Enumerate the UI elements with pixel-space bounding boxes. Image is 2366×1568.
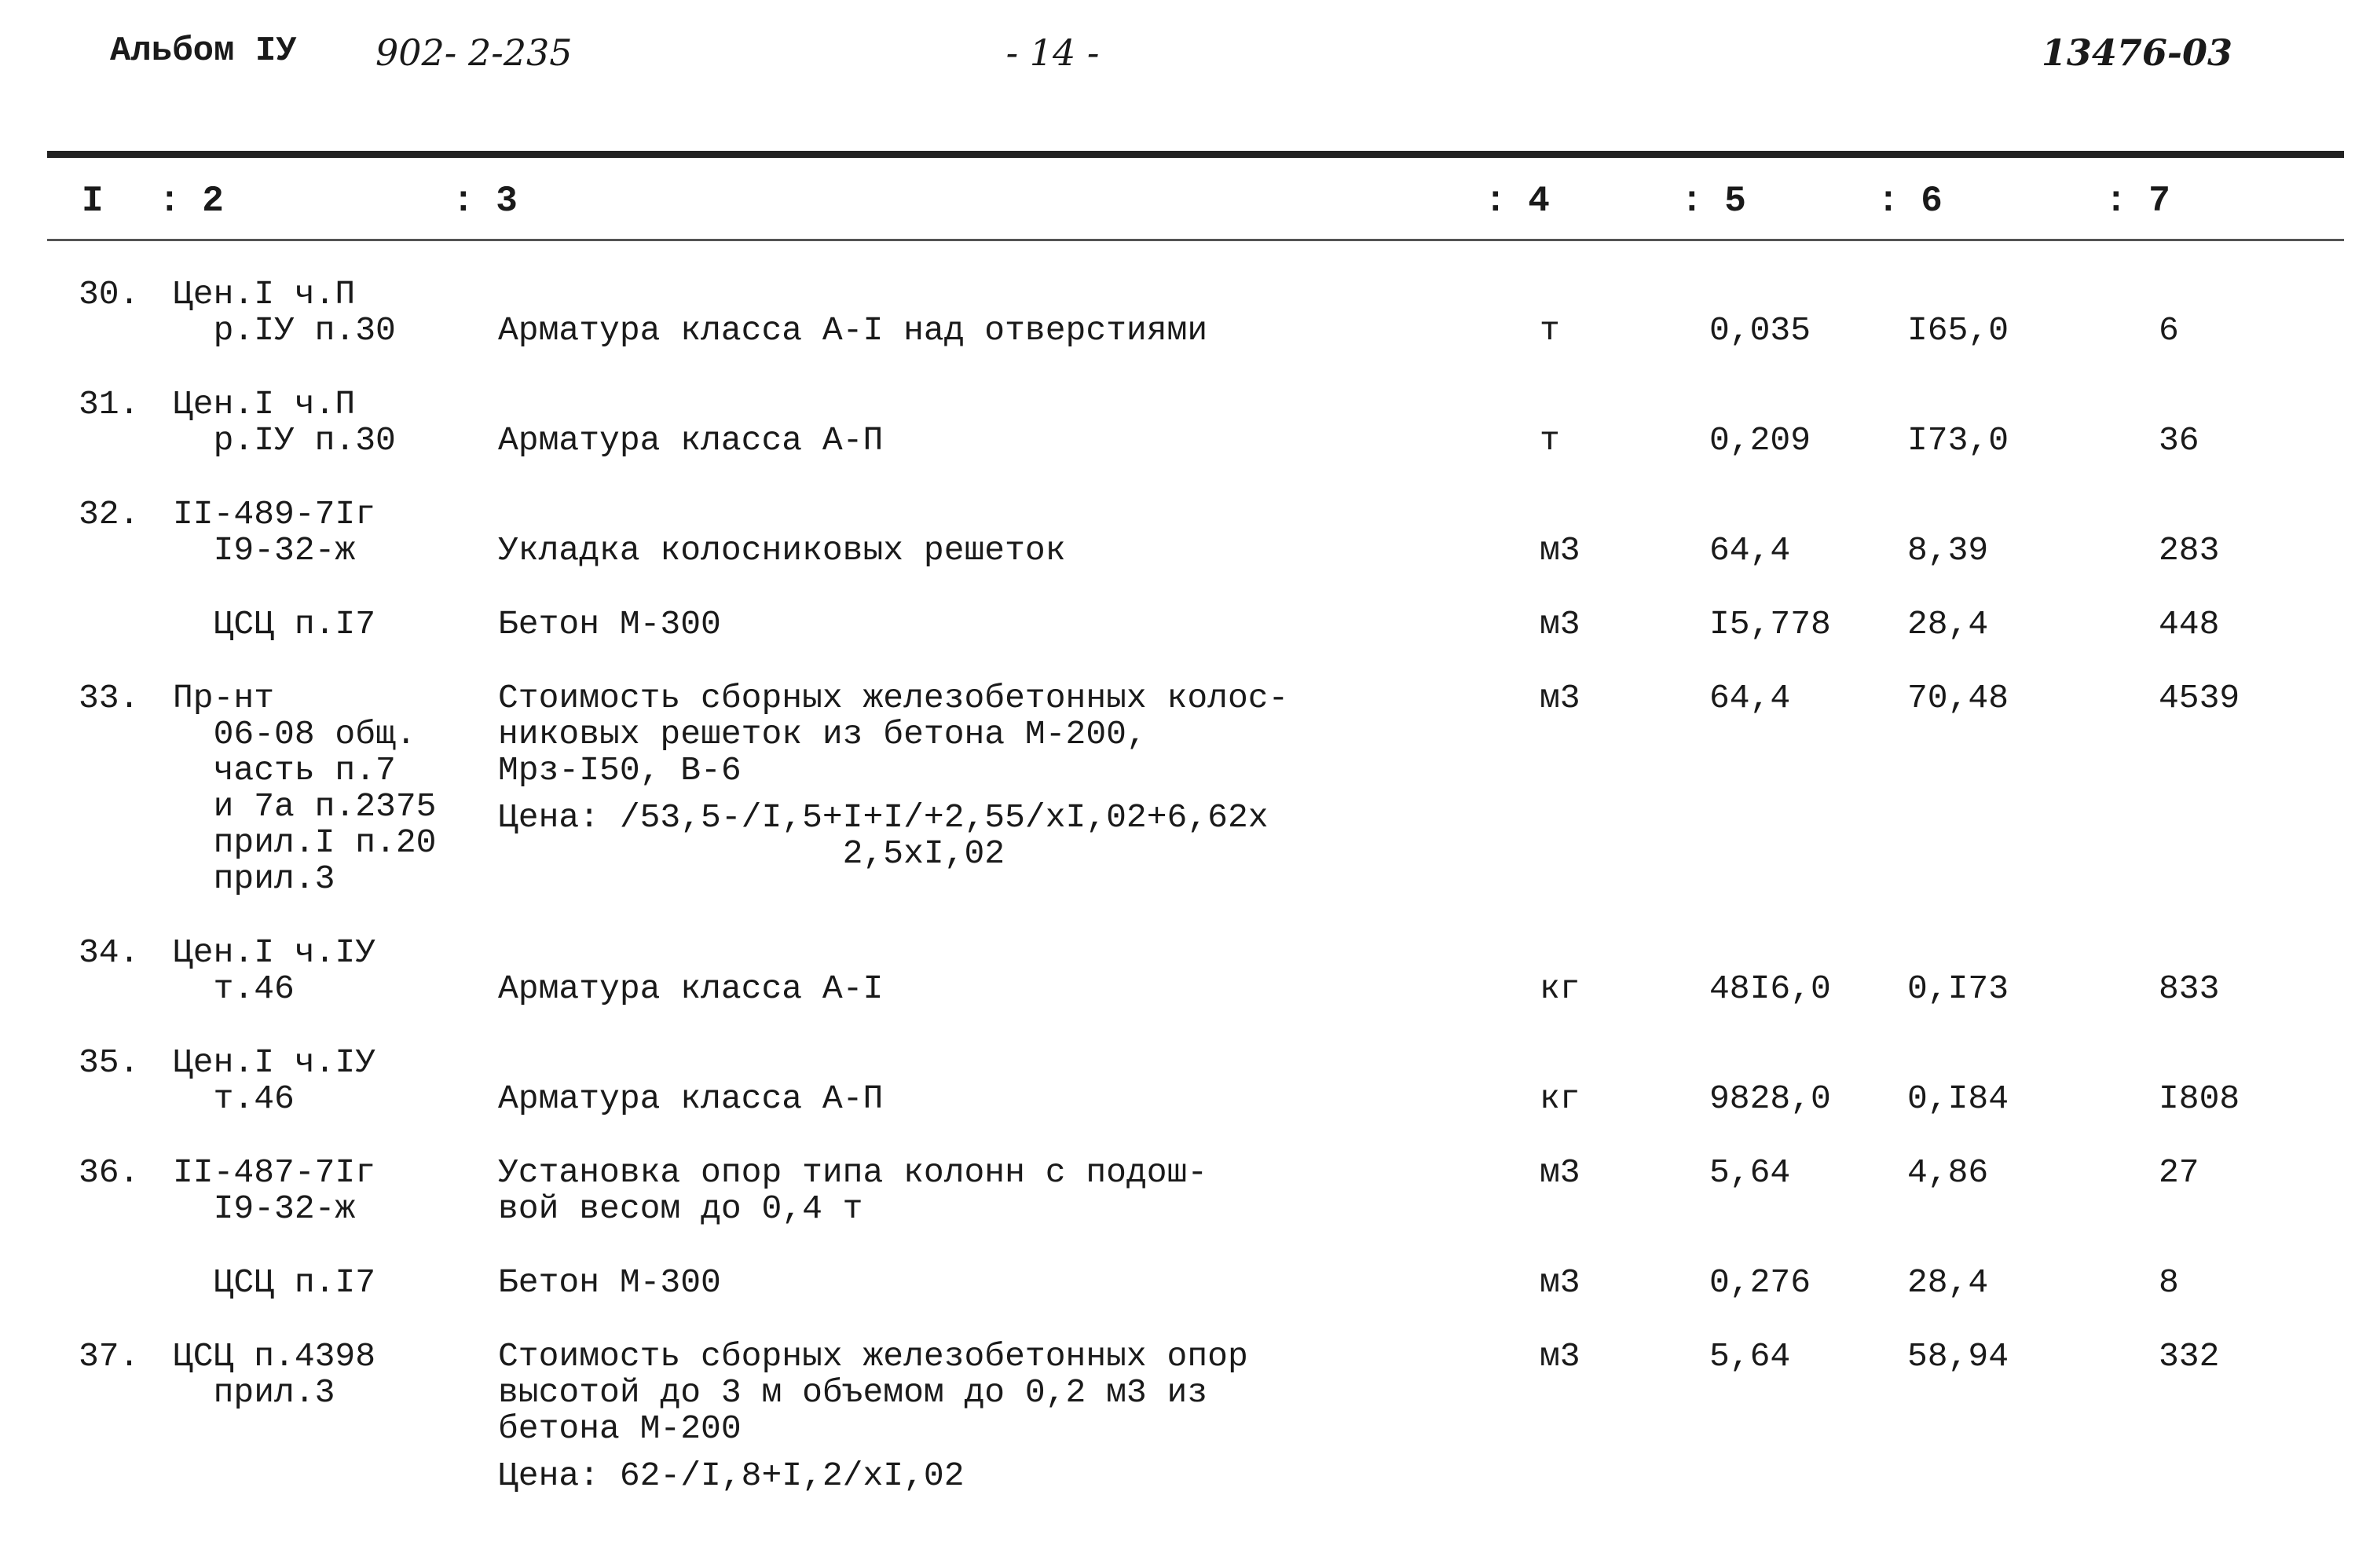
description-text: Арматура класса А-I xyxy=(498,969,884,1008)
row-unit-price: 28,4 xyxy=(1907,605,1989,643)
row-total: 283 xyxy=(2159,531,2220,570)
row-reference: Цен.I ч.IУ т.46 xyxy=(173,933,376,1008)
row-quantity: 5,64 xyxy=(1709,1337,1791,1376)
row-unit: т xyxy=(1540,421,1560,460)
row-unit: кг xyxy=(1540,969,1580,1008)
table-row xyxy=(79,1155,2316,1265)
column-header-rule xyxy=(47,239,2344,241)
row-total: 833 xyxy=(2159,969,2220,1008)
column-header-7: : 7 xyxy=(2105,181,2170,222)
row-reference: ЦСЦ п.I7 xyxy=(173,605,376,643)
row-quantity: 9828,0 xyxy=(1709,1079,1831,1118)
description-text: Установка опор типа колонн с подош- вой весом до 0,4 т xyxy=(498,1153,1208,1228)
row-total: I808 xyxy=(2159,1079,2240,1118)
row-reference: Цен.I ч.IУ т.46 xyxy=(173,1043,376,1118)
table-row xyxy=(79,387,2316,496)
row-description xyxy=(498,496,1540,606)
row-description xyxy=(498,935,1540,1045)
project-code: 902- 2-235 xyxy=(375,31,573,74)
row-total: 332 xyxy=(2159,1337,2220,1376)
table-row xyxy=(79,606,2316,680)
description-text: Бетон М-300 xyxy=(498,1263,721,1302)
row-unit-price: I73,0 xyxy=(1907,421,2009,460)
row-unit-price: 0,I73 xyxy=(1907,969,2009,1008)
album-label: Альбом IУ xyxy=(110,31,297,71)
description-text: Стоимость сборных железобетонных опор высотой до 3 м объемом до 0,2 м3 из бетона М-200 xyxy=(498,1337,1248,1448)
description-text: Стоимость сборных железобетонных колос- никовых решеток из бетона М-200, Мрз-I50, В-6 xyxy=(498,679,1289,789)
header-rule xyxy=(47,151,2344,158)
row-description xyxy=(498,680,1540,935)
column-header-2: : 2 xyxy=(159,181,224,222)
table-row xyxy=(79,1045,2316,1155)
row-reference: Цен.I ч.П р.IУ п.30 xyxy=(173,385,396,460)
row-unit-price: 0,I84 xyxy=(1907,1079,2009,1118)
row-unit-price: I65,0 xyxy=(1907,311,2009,350)
row-number: 35. xyxy=(79,1043,140,1082)
row-quantity: 64,4 xyxy=(1709,679,1791,717)
row-description xyxy=(498,387,1540,496)
row-unit-price: 28,4 xyxy=(1907,1263,1989,1302)
page-number: - 14 - xyxy=(1005,31,1100,74)
column-header-row xyxy=(0,181,2366,228)
row-number: 30. xyxy=(79,275,140,313)
row-quantity: 0,035 xyxy=(1709,311,1811,350)
table-row xyxy=(79,935,2316,1045)
row-unit: кг xyxy=(1540,1079,1580,1118)
description-text: Бетон М-300 xyxy=(498,605,721,643)
price-formula: Цена: /53,5-/I,5+I+I/+2,55/хI,02+6,62х 2,5хI,02 xyxy=(498,798,1269,873)
row-reference: Пр-нт 06-08 общ. часть п.7 и 7а п.2375 прил.I п.20 прил.3 xyxy=(173,679,437,898)
row-reference: Цен.I ч.П р.IУ п.30 xyxy=(173,275,396,350)
row-total: 27 xyxy=(2159,1153,2199,1192)
row-unit: м3 xyxy=(1540,1153,1580,1192)
row-total: 6 xyxy=(2159,311,2179,350)
row-unit: м3 xyxy=(1540,1337,1580,1376)
row-number: 34. xyxy=(79,933,140,972)
price-formula: Цена: 62-/I,8+I,2/хI,02 xyxy=(498,1456,965,1495)
row-quantity: I5,778 xyxy=(1709,605,1831,643)
column-header-6: : 6 xyxy=(1877,181,1943,222)
row-total: 36 xyxy=(2159,421,2199,460)
table-row xyxy=(79,1265,2316,1339)
row-reference: II-489-7Iг I9-32-ж xyxy=(173,495,376,570)
row-unit: м3 xyxy=(1540,1263,1580,1302)
row-total: 8 xyxy=(2159,1263,2179,1302)
row-number: 36. xyxy=(79,1153,140,1192)
description-text: Арматура класса А-П xyxy=(498,1079,884,1118)
row-quantity: 0,209 xyxy=(1709,421,1811,460)
row-total: 448 xyxy=(2159,605,2220,643)
row-description xyxy=(498,1045,1540,1155)
table-row xyxy=(79,1339,2316,1532)
document-number: 13476-03 xyxy=(2041,31,2232,74)
row-description xyxy=(498,606,1540,680)
description-text: Укладка колосниковых решеток xyxy=(498,531,1066,570)
row-unit: т xyxy=(1540,311,1560,350)
row-total: 4539 xyxy=(2159,679,2240,717)
row-description xyxy=(498,1339,1540,1532)
row-number xyxy=(79,606,173,680)
row-quantity: 48I6,0 xyxy=(1709,969,1831,1008)
row-quantity: 0,276 xyxy=(1709,1263,1811,1302)
description-text: Арматура класса А-П xyxy=(498,421,884,460)
row-unit-price: 4,86 xyxy=(1907,1153,1989,1192)
row-reference: ЦСЦ п.4398 прил.3 xyxy=(173,1337,376,1412)
table-row xyxy=(79,680,2316,935)
row-number xyxy=(79,1265,173,1339)
table-row xyxy=(79,496,2316,606)
column-header-5: : 5 xyxy=(1681,181,1746,222)
row-unit-price: 58,94 xyxy=(1907,1337,2009,1376)
row-description xyxy=(498,1265,1540,1339)
row-reference: II-487-7Iг I9-32-ж xyxy=(173,1153,376,1228)
row-unit-price: 8,39 xyxy=(1907,531,1989,570)
row-reference: ЦСЦ п.I7 xyxy=(173,1263,376,1302)
column-header-3: : 3 xyxy=(452,181,518,222)
row-number: 33. xyxy=(79,679,140,717)
row-unit: м3 xyxy=(1540,531,1580,570)
row-quantity: 64,4 xyxy=(1709,531,1791,570)
row-unit: м3 xyxy=(1540,679,1580,717)
row-quantity: 5,64 xyxy=(1709,1153,1791,1192)
row-description xyxy=(498,277,1540,387)
estimate-table xyxy=(79,277,2316,1532)
row-description xyxy=(498,1155,1540,1265)
row-unit: м3 xyxy=(1540,605,1580,643)
row-number: 37. xyxy=(79,1337,140,1376)
row-number: 31. xyxy=(79,385,140,423)
row-unit-price: 70,48 xyxy=(1907,679,2009,717)
table-row xyxy=(79,277,2316,387)
column-header-4: : 4 xyxy=(1485,181,1550,222)
column-header-1: I xyxy=(82,181,104,222)
description-text: Арматура класса А-I над отверстиями xyxy=(498,311,1208,350)
row-number: 32. xyxy=(79,495,140,533)
